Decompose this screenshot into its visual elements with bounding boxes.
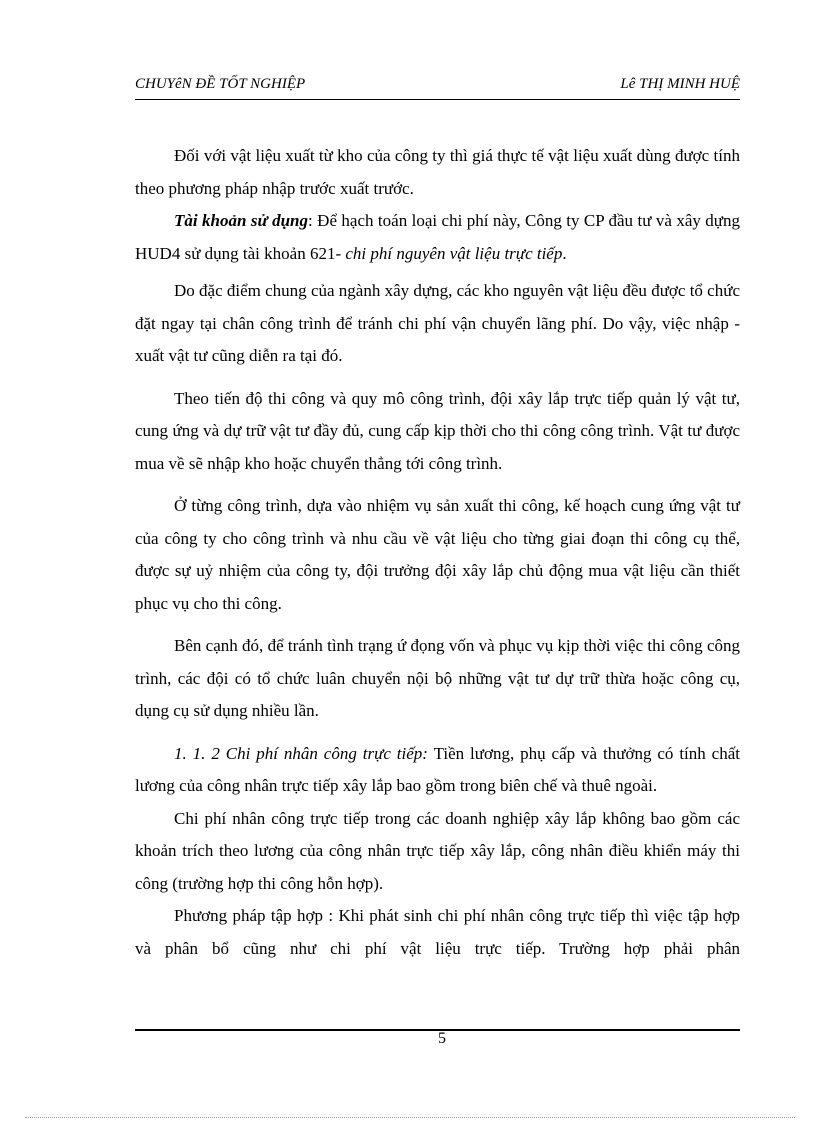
account-used-italic: chi phí nguyên vật liệu trực tiếp (345, 243, 563, 263)
header-title: CHUYêN ĐỀ TỐT NGHIỆP (135, 76, 306, 92)
document-body (135, 140, 740, 965)
account-used-text: : Để hạch toán loại chi phí này, Công ty CP đầu tư và xây dựng HUD4 sử dụng tài khoản 621- (135, 211, 741, 263)
paragraph-material-pricing: Đối với vật liệu xuất từ kho của công ty thì giá thực tế vật liệu xuất dùng được tính theo phương pháp nhập trước xuất trước. (135, 146, 740, 198)
header-author: Lê THỊ MINH HUỆ (620, 76, 740, 92)
paragraph-rotation: Bên cạnh đó, để tránh tình trạng ứ đọng vốn và phục vụ kịp thời việc thi công công trình, các đội có tổ chức luân chuyển nội bộ những vật tư dự trữ thừa hoặc công cụ, dụng cụ sử dụng nhiều lần. (135, 636, 740, 720)
paragraph-labor-exclusions: Chi phí nhân công trực tiếp trong các doanh nghiệp xây lắp không bao gồm các khoản trích theo lương của công nhân trực tiếp xây lắp, công nhân điều khiển máy thi công (trường hợp thi công hỗn hợp). (135, 808, 740, 893)
page-header (135, 76, 740, 98)
paragraph-each-project: Ở từng công trình, dựa vào nhiệm vụ sản xuất thi công, kế hoạch cung ứng vật tư của công ty cho công trình và nhu cầu về vật liệu cho từng giai đoạn thi công cụ thể, được sự uỷ nhiệm của công ty, đội trưởng đội xây lắp chủ động mua vật liệu cần thiết phục vụ cho thi công. (135, 496, 740, 613)
header-divider (135, 99, 740, 100)
paragraph-progress: Theo tiến độ thi công và quy mô công trình, đội xây lắp trực tiếp quản lý vật tư, cung ứng và dự trữ vật tư đầy đủ, cung cấp kịp thời cho thi công công trình. Vật tư được mua về sẽ nhập kho hoặc chuyển thẳng tới công trình. (135, 388, 740, 473)
page-number: 5 (438, 1030, 446, 1047)
paragraph-warehouse: Do đặc điểm chung của ngành xây dựng, các kho nguyên vật liệu đều được tổ chức đặt ngay tại chân công trình để tránh chi phí vận chuyển lãng phí. Do vậy, việc nhập - xuất vật tư cũng diễn ra tại đó. (135, 281, 740, 365)
account-used-end: . (562, 243, 567, 263)
paragraph-method: Phương pháp tập hợp : Khi phát sinh chi phí nhân công trực tiếp thì việc tập hợp và phân bổ cũng như chi phí vật liệu trực tiếp. Trường hợp phải phân (135, 906, 740, 958)
paragraph-direct-labor (135, 738, 740, 803)
paragraph-account-used (135, 205, 740, 270)
account-used-label: Tài khoản sử dụng (174, 211, 309, 230)
page-bottom-dotted-line (25, 1117, 795, 1118)
direct-labor-heading: 1. 1. 2 Chi phí nhân công trực tiếp: (174, 743, 428, 763)
direct-labor-text: Tiền lương, phụ cấp và thưởng có tính chất lương của công nhân trực tiếp xây lắp bao gồm trong biên chế và thuê ngoài. (135, 743, 741, 795)
